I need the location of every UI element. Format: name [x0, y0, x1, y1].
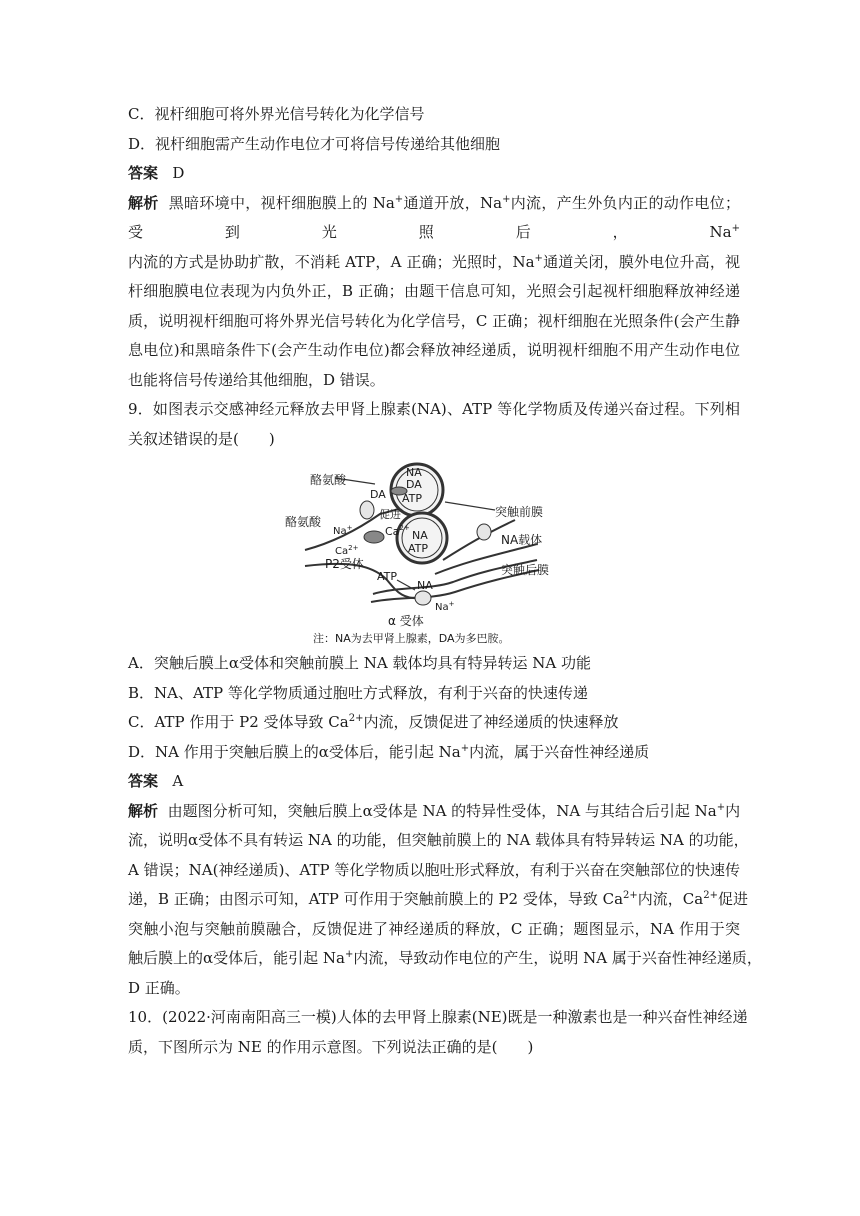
analysis-line: 内流的方式是协助扩散，不消耗 ATP，A 正确；光照时，Na+通道关闭，膜外电位升高，视 [128, 253, 740, 271]
label-na-carrier: NA载体 [501, 533, 543, 547]
q8-option-d: D．视杆细胞需产生动作电位才可将信号传递给其他细胞 [128, 135, 501, 153]
q9-stem: 9．如图表示交感神经元释放去甲肾上腺素(NA)、ATP 等化学物质及传递兴奋过程。下列相 [128, 400, 740, 418]
analysis-line: A 错误；NA(神经递质)、ATP 等化学物质以胞吐形式释放，有利于兴奋在突触部位的快速传 [128, 861, 740, 879]
q10-stem: 10．(2022·河南南阳高三一模)人体的去甲肾上腺素(NE)既是一种激素也是一种兴奋性神经递 [128, 1008, 748, 1026]
answer-value: A [172, 772, 184, 790]
option-b: B．NA、ATP 等化学物质通过胞吐方式释放，有利于兴奋的快速传递 [128, 684, 588, 702]
q8-answer [128, 163, 740, 183]
figure-note: 注：NA为去甲肾上腺素，DA为多巴胺。 [313, 632, 510, 645]
label-p2: P2受体 [325, 557, 364, 571]
p2-receptor [364, 531, 384, 543]
analysis-line: 递，B 正确；由图示可知，ATP 可作用于突触前膜上的 P2 受体，导致 $Ca^{2+}$内流，$Ca^{2+}$促进 [128, 890, 748, 908]
answer-label: 答案 [128, 772, 159, 790]
label-na-ion: Na+ [333, 524, 353, 537]
na-carrier-shape [477, 524, 491, 540]
analysis-line: 受到光照后，Na+ [128, 223, 740, 241]
label-tyrosine-top: 酪氨酸 [310, 473, 347, 487]
label-pre-membrane: 突触前膜 [495, 505, 544, 519]
label-ca-left: $Ca^{2+}$ [335, 544, 359, 557]
label-atp-mid: ATP [408, 542, 429, 555]
label-atp-left: ATP [377, 570, 398, 583]
na-channel-receptor [360, 501, 374, 519]
label-da-top: DA [406, 478, 422, 491]
analysis-line: D 正确。 [128, 979, 190, 997]
answer-value: D [172, 164, 185, 182]
q9-stem: 关叙述错误的是( ) [128, 430, 275, 448]
analysis-line: 突触小泡与突触前膜融合，反馈促进了神经递质的释放，C 正确；题图显示，NA 作用于突 [128, 920, 740, 938]
label-tyrosine-left: 酪氨酸 [285, 515, 322, 529]
label-na-out: Na+ [435, 600, 455, 613]
option-c: C．ATP 作用于 P2 受体导致 $Ca^{2+}$内流，反馈促进了神经递质的快速释放 [128, 713, 619, 731]
label-na-mid: NA [412, 529, 428, 542]
option-a: A．突触后膜上α受体和突触前膜上 NA 载体均具有特异转运 NA 功能 [128, 654, 591, 672]
q10-stem: 质，下图所示为 NE 的作用示意图。下列说法正确的是( ) [128, 1038, 534, 1056]
option-d: D．NA 作用于突触后膜上的α受体后，能引起 Na+内流，属于兴奋性神经递质 [128, 743, 650, 761]
alpha-receptor-shape [415, 591, 431, 605]
answer-label: 答案 [128, 164, 159, 182]
analysis-line: 触后膜上的α受体后，能引起 Na+内流，导致动作电位的产生，说明 NA 属于兴奋性神经递质， [128, 949, 762, 967]
analysis-line: 流，说明α受体不具有转运 NA 的功能，但突触前膜上的 NA 载体具有特异转运 NA 的功能， [128, 831, 749, 849]
analysis-line: 杆细胞膜电位表现为内负外正，B 正确；由题干信息可知，光照会引起视杆细胞释放神经递 [128, 282, 740, 300]
analysis-label: 解析 [128, 802, 159, 820]
axon-outline-lower [305, 564, 423, 598]
analysis-line: 解析 由题图分析可知，突触后膜上α受体是 NA 的特异性受体，NA 与其结合后引起 Na+内 [128, 802, 741, 820]
label-da-left: DA [370, 488, 386, 501]
q8-option-c: C．视杆细胞可将外界光信号转化为化学信号 [128, 105, 425, 123]
analysis-line: 质，说明视杆细胞可将外界光信号转化为化学信号，C 正确；视杆细胞在光照条件(会产生静 [128, 312, 740, 330]
label-atp-top: ATP [402, 492, 423, 505]
label-na-bottom: NA [417, 579, 433, 592]
label-post-membrane: 突触后膜 [501, 563, 550, 577]
analysis-line: 解析 黑暗环境中，视杆细胞膜上的 Na+通道开放，Na+内流，产生外负内正的动作电位； [128, 194, 740, 212]
synapse-diagram [275, 462, 570, 649]
label-alpha: α 受体 [388, 614, 424, 628]
label-promote: 促进 [379, 508, 401, 521]
q9-answer [128, 771, 740, 791]
label-na-top: NA [406, 466, 422, 479]
analysis-line: 息电位)和黑暗条件下(会产生动作电位)都会释放神经递质，说明视杆细胞不用产生动作电位 [128, 341, 740, 359]
arrow-line [445, 502, 495, 510]
analysis-label: 解析 [128, 194, 159, 212]
analysis-line: 也能将信号传递给其他细胞，D 错误。 [128, 371, 385, 389]
label-ca-top: $Ca^{2+}$ [385, 524, 410, 538]
